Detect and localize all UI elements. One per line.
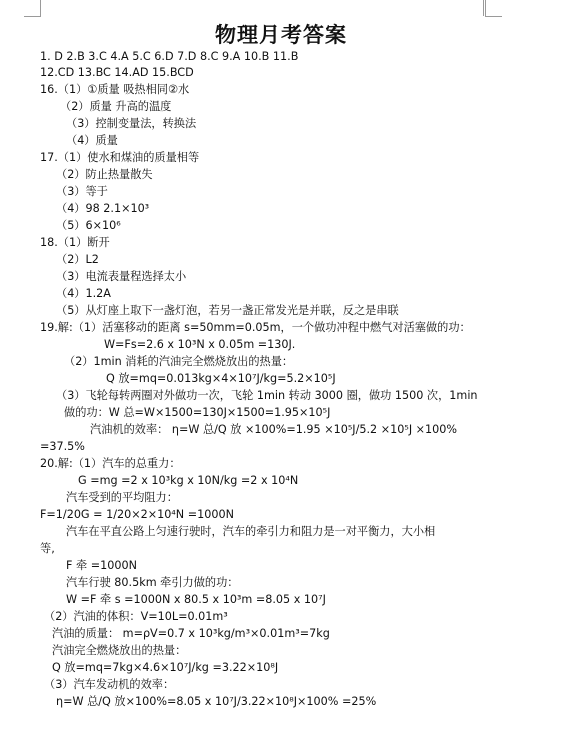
- answer-line: 汽油完全燃烧放出的热量：: [52, 644, 187, 657]
- answer-line: 18.（1）断开: [40, 236, 110, 249]
- answer-line: （4）98 2.1×10³: [56, 202, 150, 215]
- page-corner-mark-left: [24, 0, 41, 17]
- answer-line: （5）6×10⁶: [56, 219, 121, 232]
- answer-line: 1. D 2.B 3.C 4.A 5.C 6.D 7.D 8.C 9.A 10.B 11.B: [40, 50, 299, 63]
- answer-line: （4）1.2A: [56, 287, 111, 300]
- answer-line: 12.CD 13.BC 14.AD 15.BCD: [40, 66, 194, 79]
- answer-line: W=Fs=2.6 x 10³N x 0.05m =130J.: [104, 338, 296, 351]
- answer-line: （3）等于: [56, 185, 108, 198]
- answer-line: Q 放=mq=0.013kg×4×10⁷J/kg=5.2×10⁵J: [106, 372, 336, 385]
- page-title: 物理月考答案: [215, 22, 347, 47]
- answer-line: 汽车在平直公路上匀速行驶时，汽车的牵引力和阻力是一对平衡力，大小相: [66, 525, 436, 538]
- answer-line: 汽油的质量： m=ρV=0.7 x 10³kg/m³×0.01m³=7kg: [52, 627, 330, 640]
- answer-line: F 牵 =1000N: [66, 559, 137, 572]
- answer-line: 17.（1）使水和煤油的质量相等: [40, 151, 200, 164]
- answer-line: 汽车行驶 80.5km 牵引力做的功：: [66, 576, 239, 589]
- answer-line: （2）1min 消耗的汽油完全燃烧放出的热量：: [64, 355, 294, 368]
- answer-line: 等,: [40, 542, 55, 555]
- answer-line: 16.（1）①质量 吸热相同②水: [40, 83, 190, 96]
- answer-line: （2）质量 升高的温度: [60, 100, 172, 113]
- answer-line: η=W 总/Q 放×100%=8.05 x 10⁷J/3.22×10⁸J×100% =25%: [56, 695, 377, 708]
- answer-line: 20.解:（1）汽车的总重力：: [40, 457, 181, 470]
- answer-line: G =mg =2 x 10³kg x 10N/kg =2 x 10⁴N: [78, 474, 299, 487]
- answer-line: 汽车受到的平均阻力：: [66, 491, 178, 504]
- answer-line: W =F 牵 s =1000N x 80.5 x 10³m =8.05 x 10⁷J: [66, 593, 326, 606]
- answer-line: 汽油机的效率： η=W 总/Q 放 ×100%=1.95 ×10⁵J/5.2 ×10⁵J ×100%: [90, 423, 458, 436]
- page-corner-tick: [483, 0, 484, 16]
- page-corner-mark-right: [485, 0, 502, 17]
- answer-line: （3）电流表量程选择太小: [56, 270, 187, 283]
- answer-line: F=1/20G = 1/20×2×10⁴N =1000N: [40, 508, 234, 521]
- answer-line: 做的功：W 总=W×1500=130J×1500=1.95×10⁵J: [64, 406, 331, 419]
- answer-line: =37.5%: [40, 440, 85, 453]
- answer-line: Q 放=mq=7kg×4.6×10⁷J/kg =3.22×10⁸J: [52, 661, 279, 674]
- answer-line: （5）从灯座上取下一盏灯泡，若另一盏正常发光是并联，反之是串联: [56, 304, 399, 317]
- answer-line: （3）飞轮每转两圈对外做功一次，飞轮 1min 转动 3000 圈，做功 1500 次，1min: [56, 389, 478, 402]
- answer-line: 19.解:（1）活塞移动的距离 s=50mm=0.05m，一个做功冲程中燃气对活塞做的功：: [40, 321, 471, 334]
- answer-line: （2）汽油的体积：V=10L=0.01m³: [44, 610, 228, 623]
- answer-line: （4）质量: [66, 134, 118, 147]
- answer-line: （3）控制变量法，转换法: [66, 117, 197, 130]
- answer-line: （2）L2: [56, 253, 99, 266]
- answer-line: （2）防止热量散失: [56, 168, 153, 181]
- answer-line: （3）汽车发动机的效率：: [44, 678, 175, 691]
